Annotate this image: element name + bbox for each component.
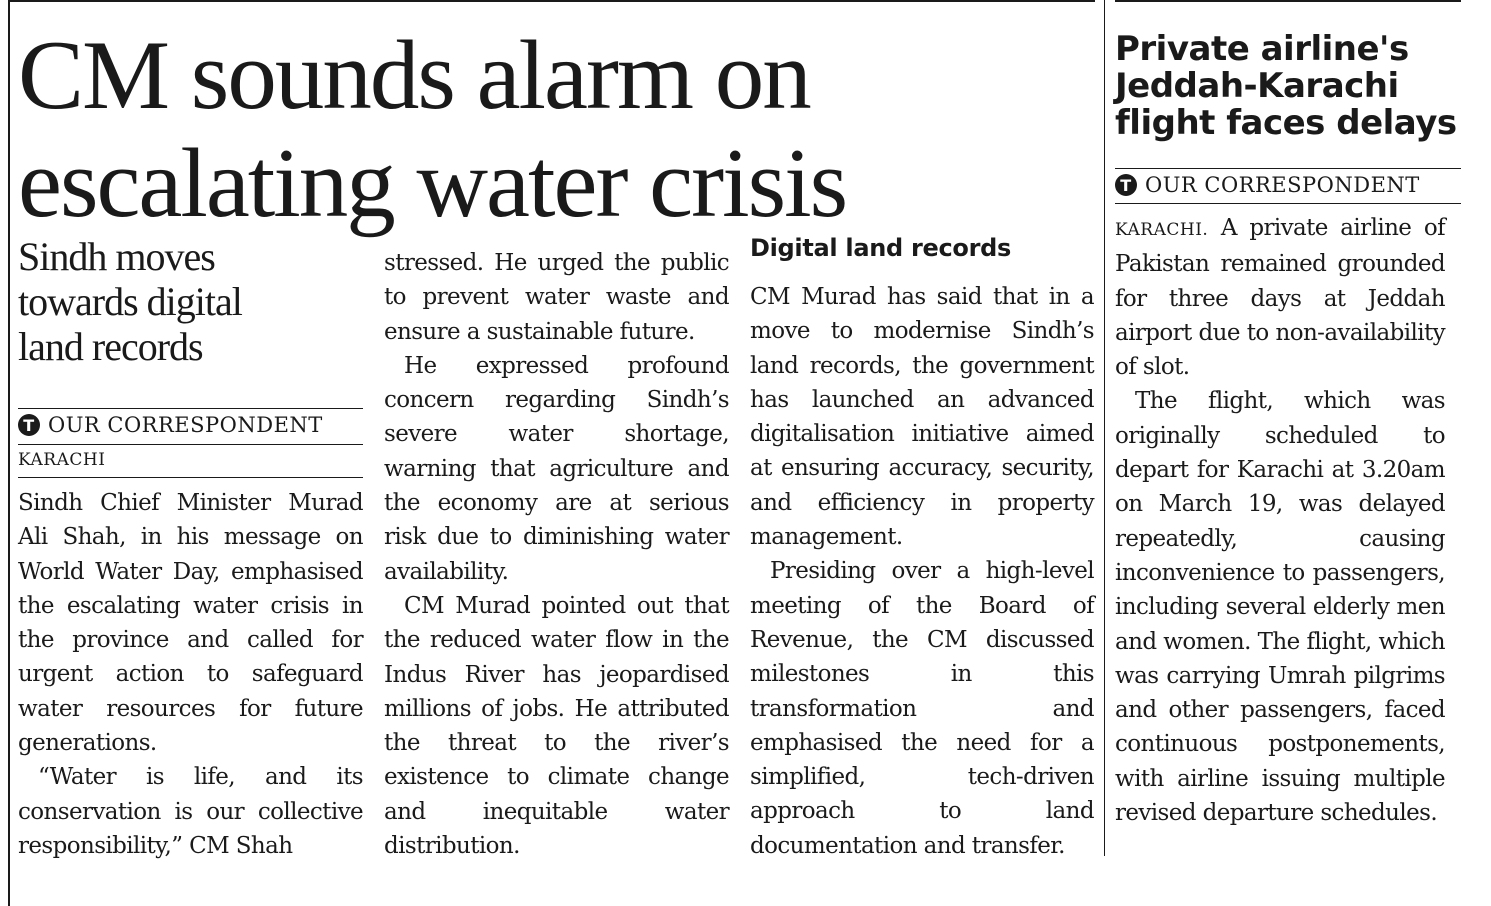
side-byline-text: OUR CORRESPONDENT <box>1145 173 1420 197</box>
main-dateline: KARACHI <box>18 450 106 470</box>
side-byline-bottom-rule <box>1115 203 1461 204</box>
section-heading: Digital land records <box>750 234 1011 262</box>
main-byline-text: OUR CORRESPONDENT <box>48 413 323 437</box>
main-headline <box>18 22 1088 238</box>
side-column <box>1115 211 1445 830</box>
side-paragraph-1 <box>1115 211 1445 384</box>
side-headline-line-2: Jeddah-Karachi <box>1115 66 1399 106</box>
side-headline-line-3: flight faces delays <box>1115 103 1457 143</box>
column-1-paragraph-1: Sindh Chief Minister Murad Ali Shah, in his message on World Water Day, emphasised the escalating water crisis in the province and called for urgent action to safeguard water resources for future generations. <box>18 490 363 757</box>
side-dateline: KARACHI. <box>1115 220 1209 240</box>
column-3-paragraph-2: Presiding over a high-level meeting of the Board of Revenue, the CM discussed milestones in this transformation and emphasised the need for a simplified, tech-driven approach to land documentation and transfer. <box>750 558 1094 859</box>
main-column-2 <box>384 246 729 863</box>
sub-headline-line-2: towards digital <box>18 279 242 324</box>
top-rule-side <box>1115 0 1461 2</box>
byline-mid-rule <box>18 444 363 445</box>
column-1-paragraph-2: “Water is life, and its conservation is our collective responsibility,” CM Shah <box>18 764 363 859</box>
sub-headline-line-3: land records <box>18 324 203 369</box>
column-3-paragraph-1: CM Murad has said that in a move to modernise Sindh’s land records, the government has launched an advanced digitalisation initiative aimed at ensuring accuracy, security, and efficiency in property management. <box>750 284 1094 551</box>
main-column-3 <box>750 280 1094 863</box>
main-byline <box>18 413 363 437</box>
side-tribune-logo-icon: T <box>1115 174 1137 196</box>
side-paragraph-2: The flight, which was originally scheduled to depart for Karachi at 3.20am on March 19, was delayed repeatedly, causing inconvenience to passengers, including several elderly men and women. The flight, which was carrying Umrah pilgrims and other passengers, faced continuous postponements, with airline issuing multiple revised departure schedules. <box>1115 388 1445 827</box>
column-2-paragraph-2: He expressed profound concern regarding Sindh’s severe water shortage, warning that agriculture and the economy are at serious risk due to diminishing water availability. <box>384 352 729 585</box>
main-headline-line-2: escalating water crisis <box>18 129 847 238</box>
main-column-1 <box>18 486 363 863</box>
side-headline <box>1115 31 1465 142</box>
column-2-paragraph-1: stressed. He urged the public to prevent water waste and ensure a sustainable future. <box>384 250 729 345</box>
top-rule-main <box>8 0 1095 2</box>
left-border <box>8 0 10 906</box>
tribune-logo-icon: T <box>18 414 40 436</box>
side-byline-top-rule <box>1115 168 1461 169</box>
column-2-paragraph-3: CM Murad pointed out that the reduced water flow in the Indus River has jeopardised millions of jobs. He attributed the threat to the river’s existence to climate change and inequitable water distribution. <box>384 592 729 860</box>
byline-bottom-rule <box>18 477 363 478</box>
sub-headline-line-1: Sindh moves <box>18 234 215 279</box>
side-paragraph-1-text: A private airline of Pakistan remained grounded for three days at Jeddah airport due to non-availability of slot. <box>1115 215 1445 381</box>
byline-top-rule <box>18 408 363 409</box>
main-headline-line-1: CM sounds alarm on <box>18 21 810 130</box>
side-byline <box>1115 173 1461 197</box>
side-headline-line-1: Private airline's <box>1115 29 1409 69</box>
column-divider <box>1104 0 1105 856</box>
sub-headline <box>18 234 363 369</box>
